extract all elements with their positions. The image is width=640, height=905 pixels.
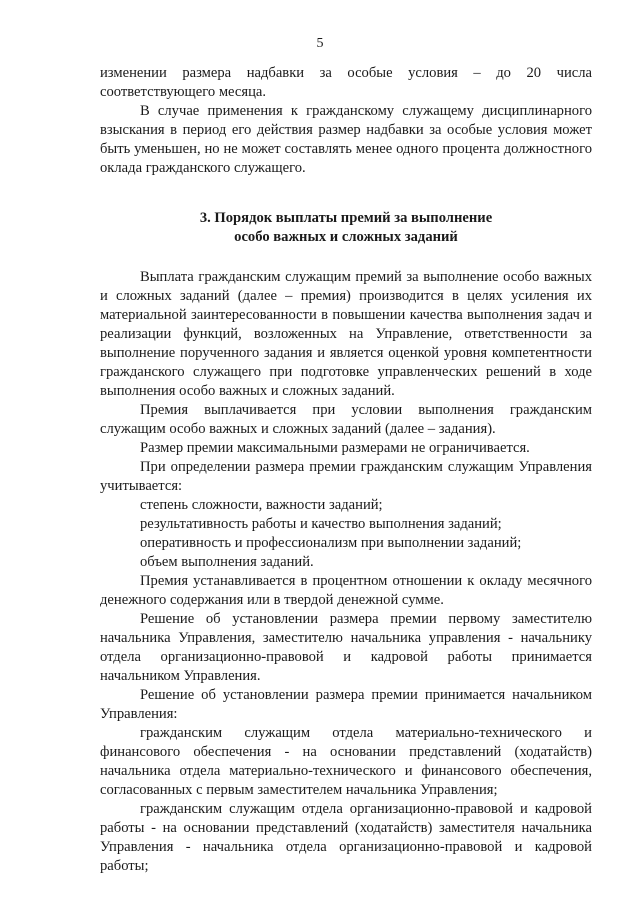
paragraph: Размер премии максимальными размерами не ограничивается. <box>140 440 530 456</box>
section-heading <box>100 209 592 247</box>
continued-paragraph: изменении размера надбавки за особые условия – до 20 числа соответствующего месяца. <box>100 65 592 100</box>
paragraph: Решение об установлении размера премии первому заместителю начальника Управления, заместителю начальника управления - начальнику отдела организационно-правовой и кадровой работы принимается начальником Управления. <box>100 611 592 684</box>
criteria-item: результативность работы и качество выполнения заданий; <box>140 516 502 532</box>
criteria-item: степень сложности, важности заданий; <box>140 497 383 513</box>
section-heading-line-2: особо важных и сложных заданий <box>234 229 458 245</box>
criteria-item: объем выполнения заданий. <box>140 554 314 570</box>
criteria-item: оперативность и профессионализм при выполнении заданий; <box>140 535 522 551</box>
paragraph: Решение об установлении размера премии принимается начальником Управления: <box>100 687 592 722</box>
paragraph: Премия выплачивается при условии выполнения гражданским служащим особо важных и сложных заданий (далее – задания). <box>100 402 592 437</box>
paragraph: Премия устанавливается в процентном отношении к окладу месячного денежного содержания или в твердой денежной сумме. <box>100 573 592 608</box>
page-number: 5 <box>316 36 324 51</box>
section-heading-line-1: 3. Порядок выплаты премий за выполнение <box>199 210 493 226</box>
paragraph-reduce: В случае применения к гражданскому служащему дисциплинарного взыскания в период его действия размер надбавки за особые условия может быть уменьшен, но не может составлять менее одного процента должностного оклада гражданского служащего. <box>100 103 592 176</box>
page-content <box>100 64 592 876</box>
paragraph: Выплата гражданским служащим премий за выполнение особо важных и сложных заданий (далее – премия) производится в целях усиления их материальной заинтересованности в повышении качества выполнения задач и реализации функций, возложенных на Управление, ответственности за выполнение порученного задания и является оценкой уровня компетентности гражданского служащего при подготовке управленческих решений в ходе выполнения особо важных и сложных заданий. <box>100 269 592 399</box>
decision-item: гражданским служащим отдела организационно-правовой и кадровой работы - на основании представлений (ходатайств) заместителя начальника Управления - начальника отдела организационно-правовой и кадровой работы; <box>100 801 592 874</box>
paragraph: При определении размера премии гражданским служащим Управления учитывается: <box>100 459 592 494</box>
decision-item: гражданским служащим отдела материально-технического и финансового обеспечения - на основании представлений (ходатайств) начальника отдела материально-технического и финансового обеспечения, согласованных с первым заместителем начальника Управления; <box>100 725 592 798</box>
